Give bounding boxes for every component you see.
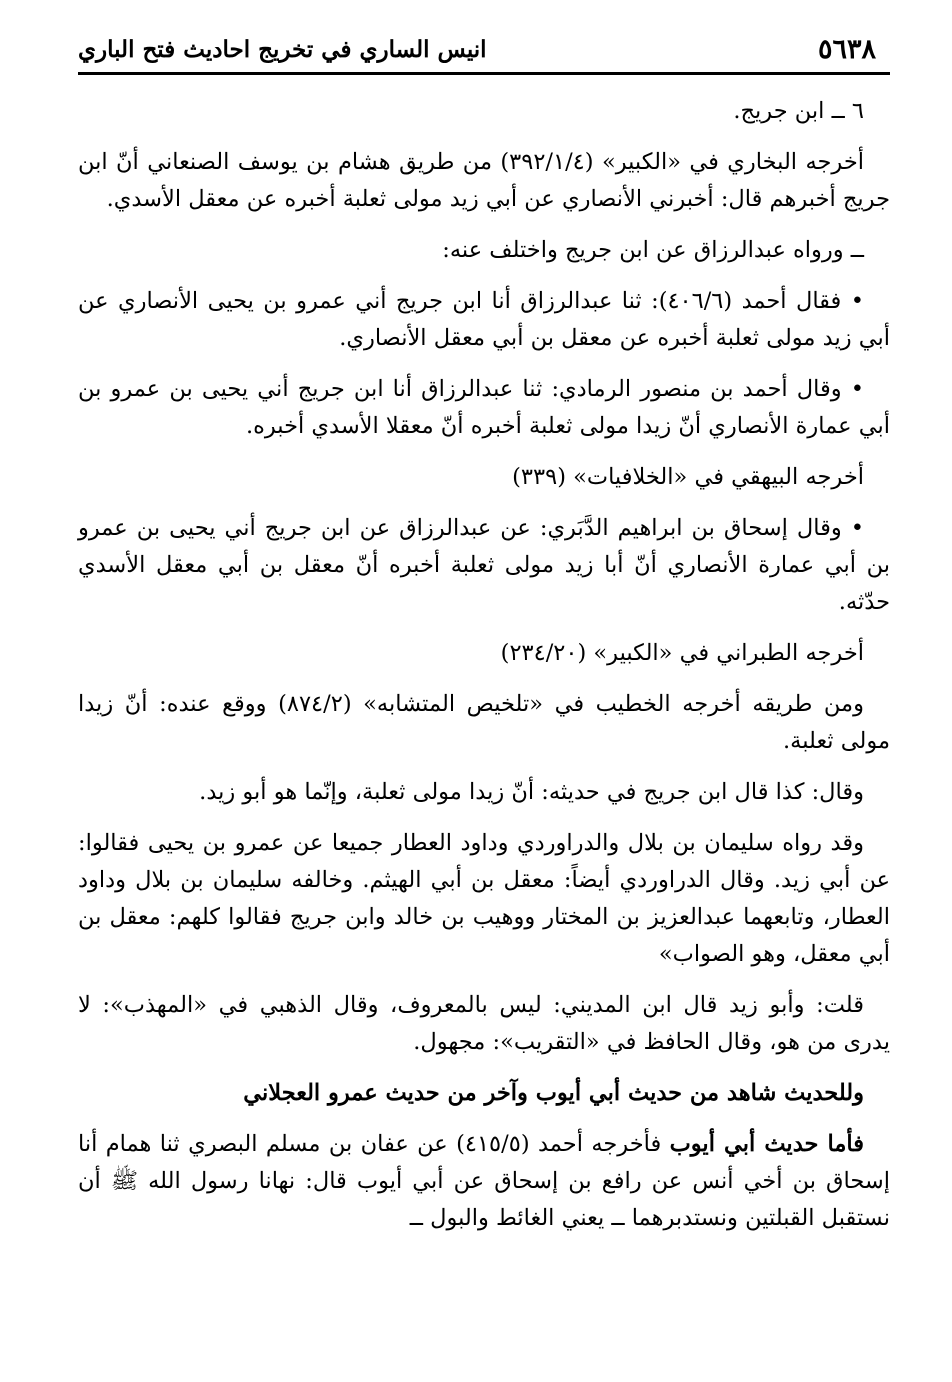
- paragraph-2: أخرجه البخاري في «الكبير» (٣٩٢/١/٤) من طريق هشام بن يوسف الصنعاني أنّ ابن جريج أخبرهم قال: أخبرني الأنصاري عن أبي زيد مولى ثعلبة أخبره عن معقل الأسدي.: [78, 149, 890, 212]
- paragraph-4: • فقال أحمد (٤٠٦/٦): ثنا عبدالرزاق أنا ابن جريج أني عمرو بن يحيى الأنصاري عن أبي زيد مولى ثعلبة أخبره عن معقل بن أبي معقل الأنصاري.: [78, 288, 890, 351]
- paragraph-9: ومن طريقه أخرجه الخطيب في «تلخيص المتشابه» (٨٧٤/٢) ووقع عنده: أنّ زيدا مولى ثعلبة.: [78, 691, 890, 754]
- page: [78, 28, 890, 1251]
- section-heading: وللحديث شاهد من حديث أبي أيوب وآخر من حديث عمرو العجلاني: [243, 1080, 864, 1106]
- paragraph-6: أخرجه البيهقي في «الخلافيات» (٣٣٩): [512, 464, 864, 490]
- paragraph-10: وقال: كذا قال ابن جريج في حديثه: أنّ زيدا مولى ثعلبة، وإنّما هو أبو زيد.: [199, 779, 864, 805]
- paragraph-7: • وقال إسحاق بن ابراهيم الدَّبَري: عن عبدالرزاق عن ابن جريج أني يحيى بن عمرو بن أبي عمارة الأنصاري أنّ أبا زيد مولى ثعلبة أخبره أنّ معقل بن أبي معقل الأسدي حدّثه.: [78, 515, 890, 615]
- paragraph-12: قلت: وأبو زيد قال ابن المديني: ليس بالمعروف، وقال الذهبي في «المهذب»: لا يدرى من هو، وقال الحافظ في «التقريب»: مجهول.: [78, 992, 890, 1055]
- page-body: [78, 93, 890, 1237]
- paragraph-3: ــ ورواه عبدالرزاق عن ابن جريج واختلف عنه:: [442, 237, 864, 263]
- book-title: انيس الساري في تخريج احاديث فتح الباري: [78, 36, 487, 63]
- paragraph-1: ٦ ــ ابن جريج.: [733, 98, 864, 124]
- paragraph-final: [78, 1126, 890, 1237]
- paragraph-11: وقد رواه سليمان بن بلال والدراوردي وداود العطار جميعا عن عمرو بن يحيى فقالوا: عن أبي زيد. وقال الدراوردي أيضاً: معقل بن أبي الهيثم. وخالفه سليمان بن بلال وداود العطار، وتابعهما عبدالعزيز بن المختار ووهيب بن خالد وابن جريج فقالوا كلهم: معقل بن أبي معقل، وهو الصواب»: [78, 830, 890, 967]
- paragraph-5: • وقال أحمد بن منصور الرمادي: ثنا عبدالرزاق أنا ابن جريج أني يحيى بن عمرو بن أبي عمارة الأنصاري أنّ زيدا مولى ثعلبة أخبره أنّ معقلا الأسدي أخبره.: [78, 376, 890, 439]
- running-header: [78, 28, 890, 75]
- paragraph-final-lead: فأما حديث أبي أيوب: [669, 1131, 864, 1157]
- paragraph-8: أخرجه الطبراني في «الكبير» (٢٣٤/٢٠): [500, 640, 864, 666]
- page-number: ٥٦٣٨: [817, 34, 876, 65]
- paragraph-final-rest: فأخرجه أحمد (٤١٥/٥) عن عفان بن مسلم البصري ثنا همام أنا إسحاق بن أخي أنس عن رافع بن إسحاق عن أبي أيوب قال: نهانا رسول الله ﷺ أن نستقبل القبلتين ونستدبرهما ــ يعني الغائط والبول ــ: [78, 1131, 890, 1231]
